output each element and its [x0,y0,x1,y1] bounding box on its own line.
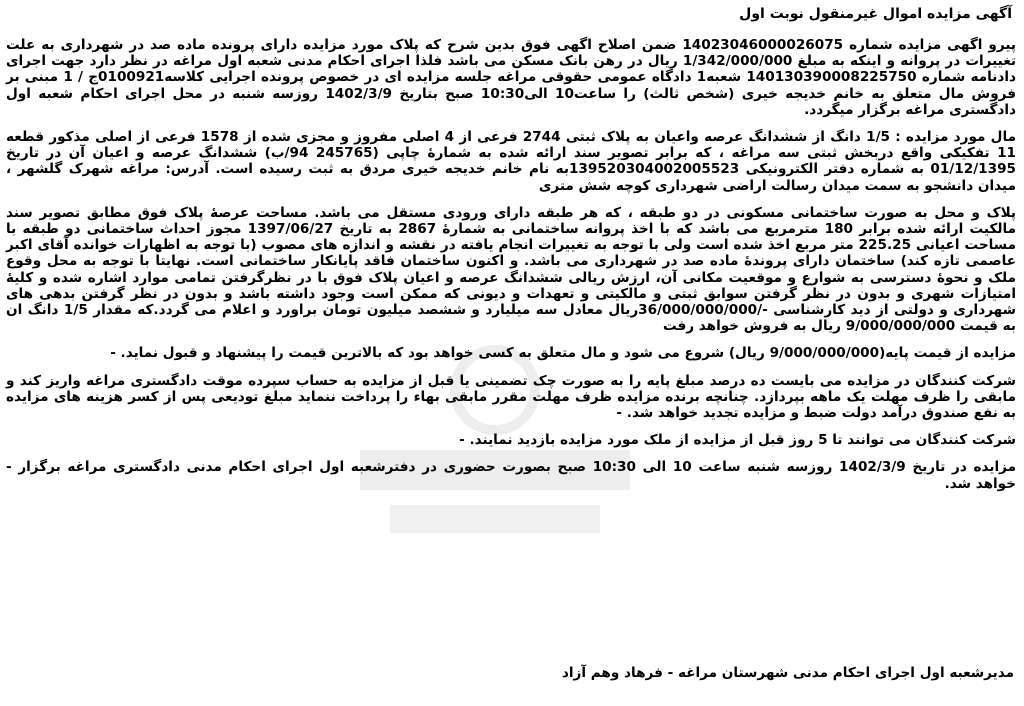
paragraph-building: پلاک و محل به صورت ساختمانی مسکونی در دو طبقه ، که هر طبقه دارای ورودی مستقل می باشد. مساحت عرصهٔ پلاک فوق مطابق تصویر سند مالکیت ارائه شده برابر 180 مترمربع می باشد که با اخذ پروانه ساختمانی به شمارهٔ 2867 به تاریخ 1397/06/27 مجوز احداث ساختمانی دو طبقه با مساحت اعیانی 225.25 متر مربع اخذ شده است ولی با توجه به تغییرات انجام یافته در نقشه و اندازه های مصوب (با توجه به اظهارات خوانده آقای اکبر عاصمی تازه کند) ساختمان دارای پروندهٔ ماده صد در شهرداری می باشد. و اکنون ساختمان فاقد پایانکار ساختمانی است. نهایتا با توجه به محل وقوع ملک و نحوهٔ دسترسی به شوارع و موقعیت مکانی آن، ارزش ریالی ششدانگ عرصه و اعیان پلاک فوق با در نظرگرفتن تمامی موارد اشاره شده و کلیهٔ امتیازات شهری و بدون در نظر گرفتن سوابق ثبتی و مالکیتی و تعهدات و دیونی که ممکن است وجود داشته باشد و بدون در نظر گرفتن بدهی های شهرداری و دولتی از دید کارشناسی -/36/000/000/000ریال معادل سه میلیارد و ششصد میلیون تومان براورد و اعلام می گردد.که مقدار 1/5 دانگ ان به قیمت 9/000/000/000 ریال به فروش خواهد رفت [6,204,1017,335]
notice-title: آگهی مزایده اموال غیرمنقول نوبت اول [739,6,1012,22]
paragraph-intro: پیرو اگهی مزایده شماره 14023046000026075 ضمن اصلاح اگهی فوق بدین شرح که پلاک مورد مزایده دارای پرونده ماده صد در شهرداری به علت تغییرات در پروانه و اینکه به مبلغ 1/342/000/000 ریال در رهن بانک مسکن می باشد فلذا اجرای احکام مدنی شعبه اول مراغه در نظر دارد جهت اجرای دادنامه شماره 140130390008225750 شعبه1 دادگاه عمومی حقوقی مراغه جلسه مزایده ای در خصوص پرونده اجرایی کلاسه0100921ج / 1 مبنی بر فروش مال متعلق به خانم خدیجه خیری (شخص ثالث) را ساعت10 الی10:30 صبح بتاریخ 1402/3/9 روزسه شنبه در محل اجرای احکام شعبه اول دادگستری مراغه برگزار میگردد. [6,37,1017,118]
notice-document [6,6,1016,503]
paragraph-base-price: مزایده از قیمت پایه(9/000/000/000 ریال) شروع می شود و مال متعلق به کسی خواهد بود که بالاترین قیمت را پیشنهاد و قبول نماید. - [110,345,1016,362]
paragraph-participants: شرکت کنندگان در مزایده می بایست ده درصد مبلغ پایه را به صورت چک تضمینی یا قبل از مزایده به حساب سپرده موقت دادگستری مراغه واریز کند و مابقی را ظرف مهلت یک ماهه بپردازد. چنانچه برنده مزایده ظرف مهلت مقرر مابقی بهاء را پرداخت ننماید مبلغ تودیعی پس از کسر هزینه های مزایده به نفع صندوق درآمد دولت ضبط و مزایده تجدید خواهد شد. - [6,372,1016,422]
paragraph-visit: شرکت کنندگان می توانند تا 5 روز قبل از مزایده از ملک مورد مزایده بازدید نمایند. - [459,432,1016,449]
signature-line: مدیرشعبه اول اجرای احکام مدنی شهرستان مراغه - فرهاد وهم آزاد [561,665,1014,681]
paragraph-property: مال مورد مزایده : 1/5 دانگ از ششدانگ عرصه واعیان به پلاک ثبتی 2744 فرعی از 4 اصلی مفروز و مجزی شده از 1578 فرعی از اصلی مذکور قطعه 11 تفکیکی واقع دربخش ثبتی سه مراغه ، که برابر تصویر سند ارائه شده به شمارهٔ چاپی (245765 94/ب) ششدانگ عرصه و اعیان آن در تاریخ 01/12/1395 به شماره دفتر الکترونیکی 139520304002005523به نام خانم خدیجه خیری مردق به ثبت رسیده است. آدرس: مراغه شهرک گلشهر ، میدان دانشجو به سمت میدان رسالت اراضی شهرداری کوچه شش متری [6,129,1016,194]
paragraph-date: مزایده در تاریخ 1402/3/9 روزسه شنبه ساعت 10 الی 10:30 صبح بصورت حضوری در دفترشعبه اول اجرای احکام مدنی دادگستری مراغه برگزار - خواهد شد. [6,459,1017,492]
